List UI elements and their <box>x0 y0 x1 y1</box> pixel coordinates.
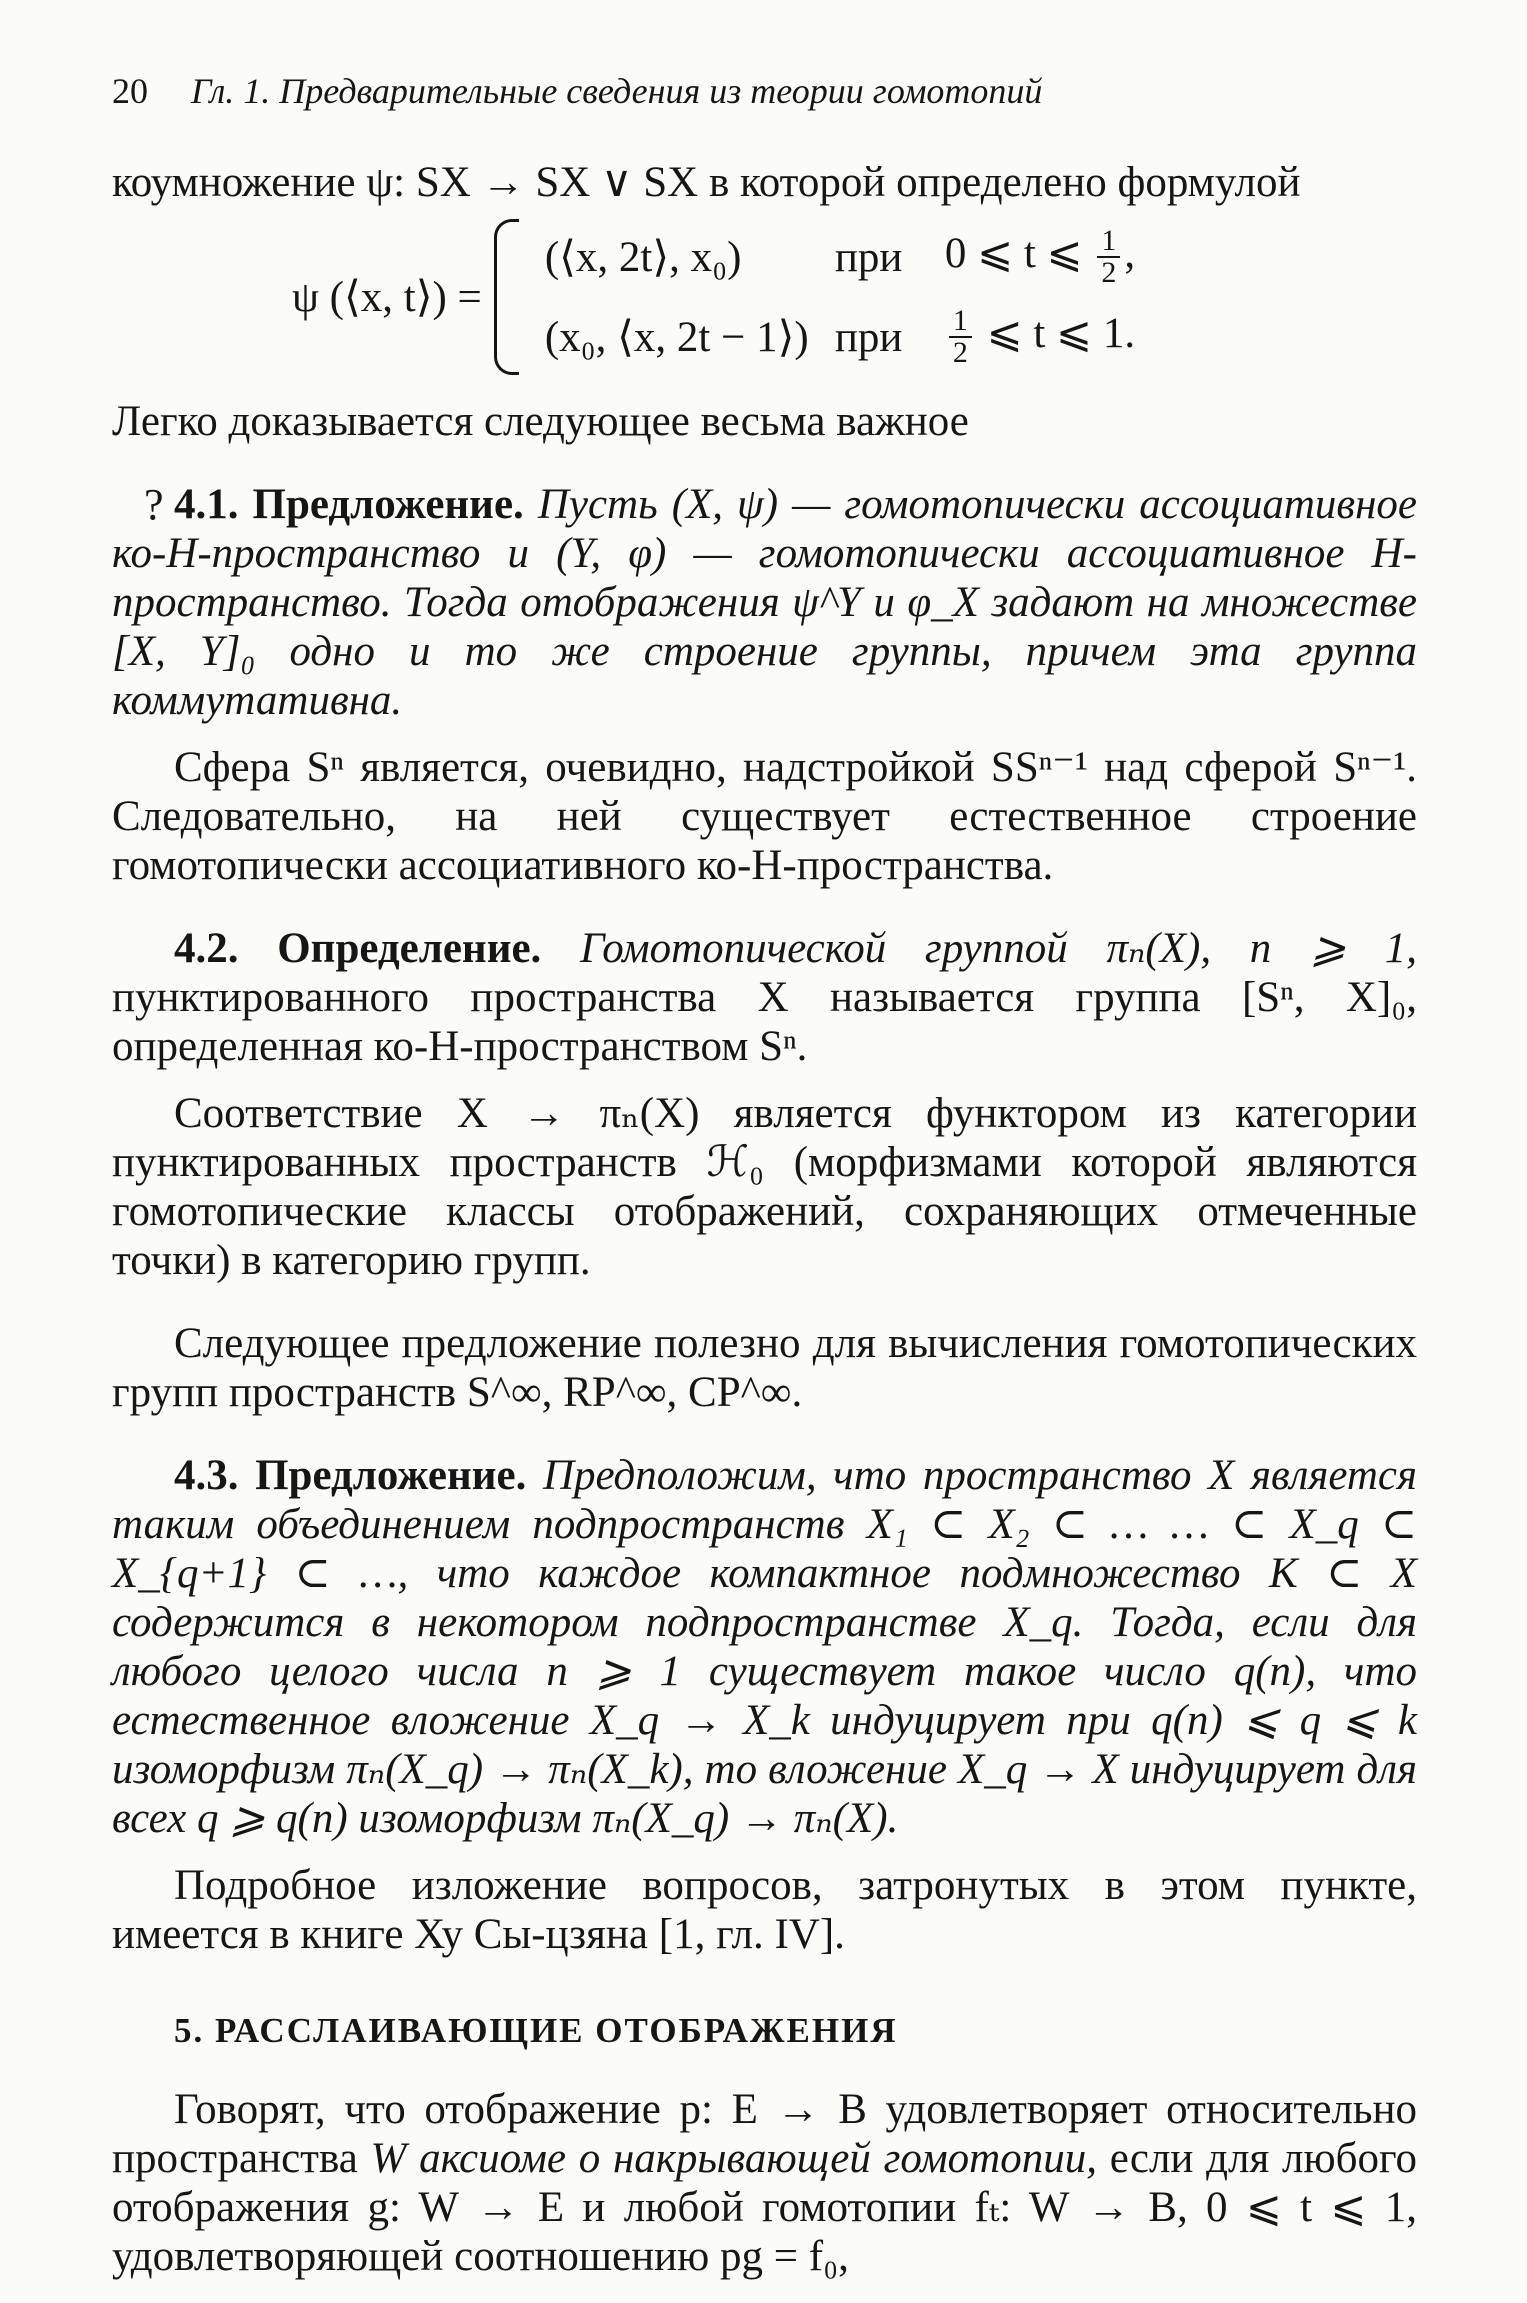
sphere-paragraph: Сфера Sⁿ является, очевидно, надстройкой SSⁿ⁻¹ над сферой Sⁿ⁻¹. Следовательно, на ней существует естественное строение гомотопически ассоциативного ко-H-пространства. <box>112 744 1417 889</box>
running-head <box>112 70 1417 112</box>
prop43-heading: 4.3. Предложение. <box>174 1452 527 1499</box>
case1-word: при <box>834 233 903 281</box>
definition-4-2 <box>112 924 1417 1071</box>
detail-paragraph: Подробное изложение вопросов, затронутых в этом пункте, имеется в книге Ху Сы-цзяна [1, гл. IV]. <box>112 1862 1417 1958</box>
chapter-title: Гл. 1. Предварительные сведения из теории гомотопий <box>191 71 1043 111</box>
case1-condition: 0 ⩽ t ⩽ $\frac{1}{2}$ , <box>944 224 1136 289</box>
def42-heading: 4.2. Определение. <box>174 925 542 972</box>
easy-paragraph: Легко доказывается следующее весьма важное <box>112 398 969 445</box>
prop41-text: Пусть (X, ψ) — гомотопически ассоциативное ко-H-пространство и (Y, φ) — гомотопически ассоциативное H-пространство. Тогда отображения ψ^Y и φ_X задают на множестве [X, Y]₀ одно и то же строение группы, причем эта группа коммутативна. <box>112 481 1417 724</box>
prop43-text: Предположим, что пространство X является таким объединением подпространств X₁ ⊂ X₂ ⊂ … … ⊂ X_q ⊂ X_{q+1} ⊂ …, что каждое компактное подмножество K ⊂ X содержится в некотором подпространстве X_q. Тогда, если для любого целого числа n ⩾ 1 существует такое число q(n), что естественное вложение X_q → X_k индуцирует при q(n) ⩽ q ⩽ k изоморфизм πₙ(X_q) → πₙ(X_k), то вложение X_q → X индуцирует для всех q ⩾ q(n) изоморфизм πₙ(X_q) → πₙ(X). <box>112 1452 1417 1842</box>
case2-expression: (x₀, ⟨x, 2t − 1⟩) <box>544 314 809 361</box>
formula-lhs: ψ (⟨x, t⟩) = <box>292 274 482 321</box>
prop41-heading: 4.1. Предложение. <box>174 481 524 528</box>
margin-question-mark: ? <box>144 480 164 529</box>
section-5-title: 5. РАССЛАИВАЮЩИЕ ОТОБРАЖЕНИЯ <box>174 2011 898 2050</box>
fraction-half: $\frac{1}{2}$ <box>1097 226 1120 288</box>
left-brace-icon <box>494 219 519 375</box>
page-number: 20 <box>112 71 148 111</box>
def42-italic: Гомотопической группой πₙ(X), n ⩾ 1, <box>580 925 1417 972</box>
psi-formula <box>292 219 1417 375</box>
section5-paragraph: Говорят, что отображение p: E → B удовлетворяет относительно пространства W аксиоме о накрывающей гомотопии, если для любого отображения g: W → E и любой гомотопии fₜ: W → B, 0 ⩽ t ⩽ 1, удовлетворяющей соотношению pg = f₀, <box>112 2086 1418 2280</box>
def42-text: пунктированного пространства X называется группа [Sⁿ, X]₀, определенная ко-H-пространством Sⁿ. <box>112 974 1417 1070</box>
functor-paragraph: Соответствие X → πₙ(X) является функтором из категории пунктированных пространств ℋ₀ (морфизмами которой являются гомотопические классы отображений, сохраняющих отмеченные точки) в категорию групп. <box>112 1090 1417 1284</box>
intro-paragraph: коумножение ψ: SX → SX ∨ SX в которой определено формулой <box>112 159 1301 206</box>
next-paragraph: Следующее предложение полезно для вычисления гомотопических групп пространств S^∞, RP^∞, CP^∞. <box>112 1320 1417 1416</box>
section5-italic: W аксиоме о накрывающей гомотопии, <box>370 2135 1097 2182</box>
proposition-4-1 <box>112 480 1417 725</box>
proposition-4-3 <box>112 1451 1417 1843</box>
case2-word: при <box>834 313 903 361</box>
book-page <box>112 70 1417 2281</box>
formula-cases <box>545 226 1135 368</box>
fraction-half: $\frac{1}{2}$ <box>949 306 972 368</box>
case1-expression: (⟨x, 2t⟩, x₀) <box>544 234 742 281</box>
case2-condition: $\frac{1}{2}$ ⩽ t ⩽ 1. <box>945 306 1135 368</box>
